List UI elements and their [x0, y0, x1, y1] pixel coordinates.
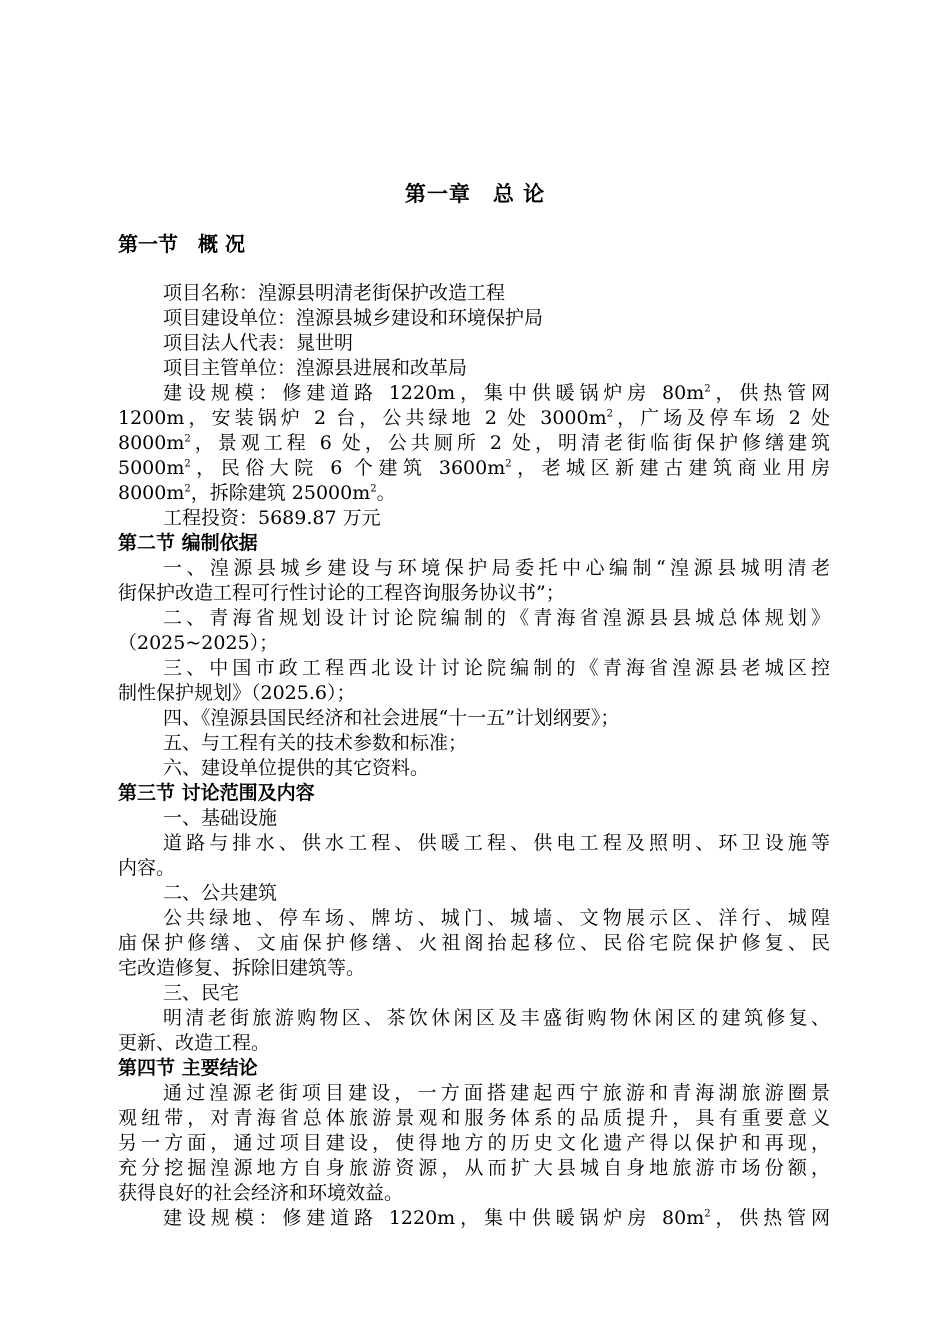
basis-line: 四、《湟源县国民经济和社会进展“十一五”计划纲要》； — [163, 707, 620, 729]
basis-line: 五、与工程有关的技术参数和标准； — [163, 732, 468, 754]
scope-line: 公共绿地、停车场、牌坊、城门、城墙、文物展示区、洋行、城隍 — [163, 907, 830, 929]
scope-line: 一、基础设施 — [163, 807, 278, 829]
conclusion-line: 充分挖掘湟源地方自身旅游资源，从而扩大县城自身地旅游市场份额， — [118, 1157, 830, 1179]
conclusion-line: 观纽带，对青海省总体旅游景观和服务体系的品质提升，具有重要意义 — [118, 1107, 830, 1129]
scope-line: 内容。 — [118, 857, 176, 879]
section-heading-4: 第四节 主要结论 — [118, 1057, 258, 1079]
conclusion-line: 建设规模：修建道路 1220m，集中供暖锅炉房 $80m^2$，供热管网 — [163, 1207, 830, 1229]
legal-rep-line: 项目法人代表：晁世明 — [163, 332, 354, 354]
scale-line: 建设规模：修建道路 1220m，集中供暖锅炉房 $80m^2$，供热管网 — [163, 382, 830, 404]
scope-line: 更新、改造工程。 — [118, 1032, 271, 1054]
scale-line: 1200m，安装锅炉 2 台，公共绿地 2 处 $3000m^2$，广场及停车场 2 处 — [118, 407, 830, 429]
scope-line: 二、公共建筑 — [163, 882, 278, 904]
project-name-line: 项目名称：湟源县明清老街保护改造工程 — [163, 282, 506, 304]
basis-line: 制性保护规划》（2025.6）； — [118, 682, 356, 704]
scope-line: 道路与排水、供水工程、供暖工程、供电工程及照明、环卫设施等 — [163, 832, 830, 854]
basis-line: 一、湟源县城乡建设与环境保护局委托中心编制“湟源县城明清老 — [163, 557, 830, 579]
scope-line: 三、民宅 — [163, 982, 240, 1004]
scale-line: $8000m^2$，拆除建筑 $25000m^2$。 — [118, 482, 396, 504]
scope-line: 明清老街旅游购物区、茶饮休闲区及丰盛街购物休闲区的建筑修复、 — [163, 1007, 830, 1029]
basis-line: （2025~2025）； — [118, 632, 279, 654]
section-heading-2: 第二节 编制依据 — [118, 532, 258, 554]
basis-line: 三、中国市政工程西北设计讨论院编制的《青海省湟源县老城区控 — [163, 657, 830, 679]
conclusion-line: 获得良好的社会经济和环境效益。 — [118, 1182, 404, 1204]
investment-line: 工程投资：5689.87 万元 — [163, 507, 381, 529]
conclusion-line: 另一方面，通过项目建设，使得地方的历史文化遗产得以保护和再现， — [118, 1132, 830, 1154]
section-heading-1: 第一节 概 况 — [118, 232, 245, 256]
builder-unit-line: 项目建设单位：湟源县城乡建设和环境保护局 — [163, 307, 544, 329]
chapter-title: 第一章 总 论 — [404, 182, 546, 206]
basis-line: 六、建设单位提供的其它资料。 — [163, 757, 430, 779]
scale-line: $8000m^2$，景观工程 6 处，公共厕所 2 处，明清老街临街保护修缮建筑 — [118, 432, 830, 454]
scale-line: $5000m^2$，民俗大院 6 个建筑 $3600m^2$，老城区新建古建筑商业用房 — [118, 457, 830, 479]
basis-line: 二、青海省规划设计讨论院编制的《青海省湟源县县城总体规划》 — [163, 607, 830, 629]
supervisor-unit-line: 项目主管单位：湟源县进展和改革局 — [163, 357, 468, 379]
scope-line: 宅改造修复、拆除旧建筑等。 — [118, 957, 366, 979]
conclusion-line: 通过湟源老街项目建设，一方面搭建起西宁旅游和青海湖旅游圈景 — [163, 1082, 830, 1104]
scope-line: 庙保护修缮、文庙保护修缮、火祖阁抬起移位、民俗宅院保护修复、民 — [118, 932, 830, 954]
section-heading-3: 第三节 讨论范围及内容 — [118, 782, 315, 804]
basis-line: 街保护改造工程可行性讨论的工程咨询服务协议书”； — [118, 582, 565, 604]
